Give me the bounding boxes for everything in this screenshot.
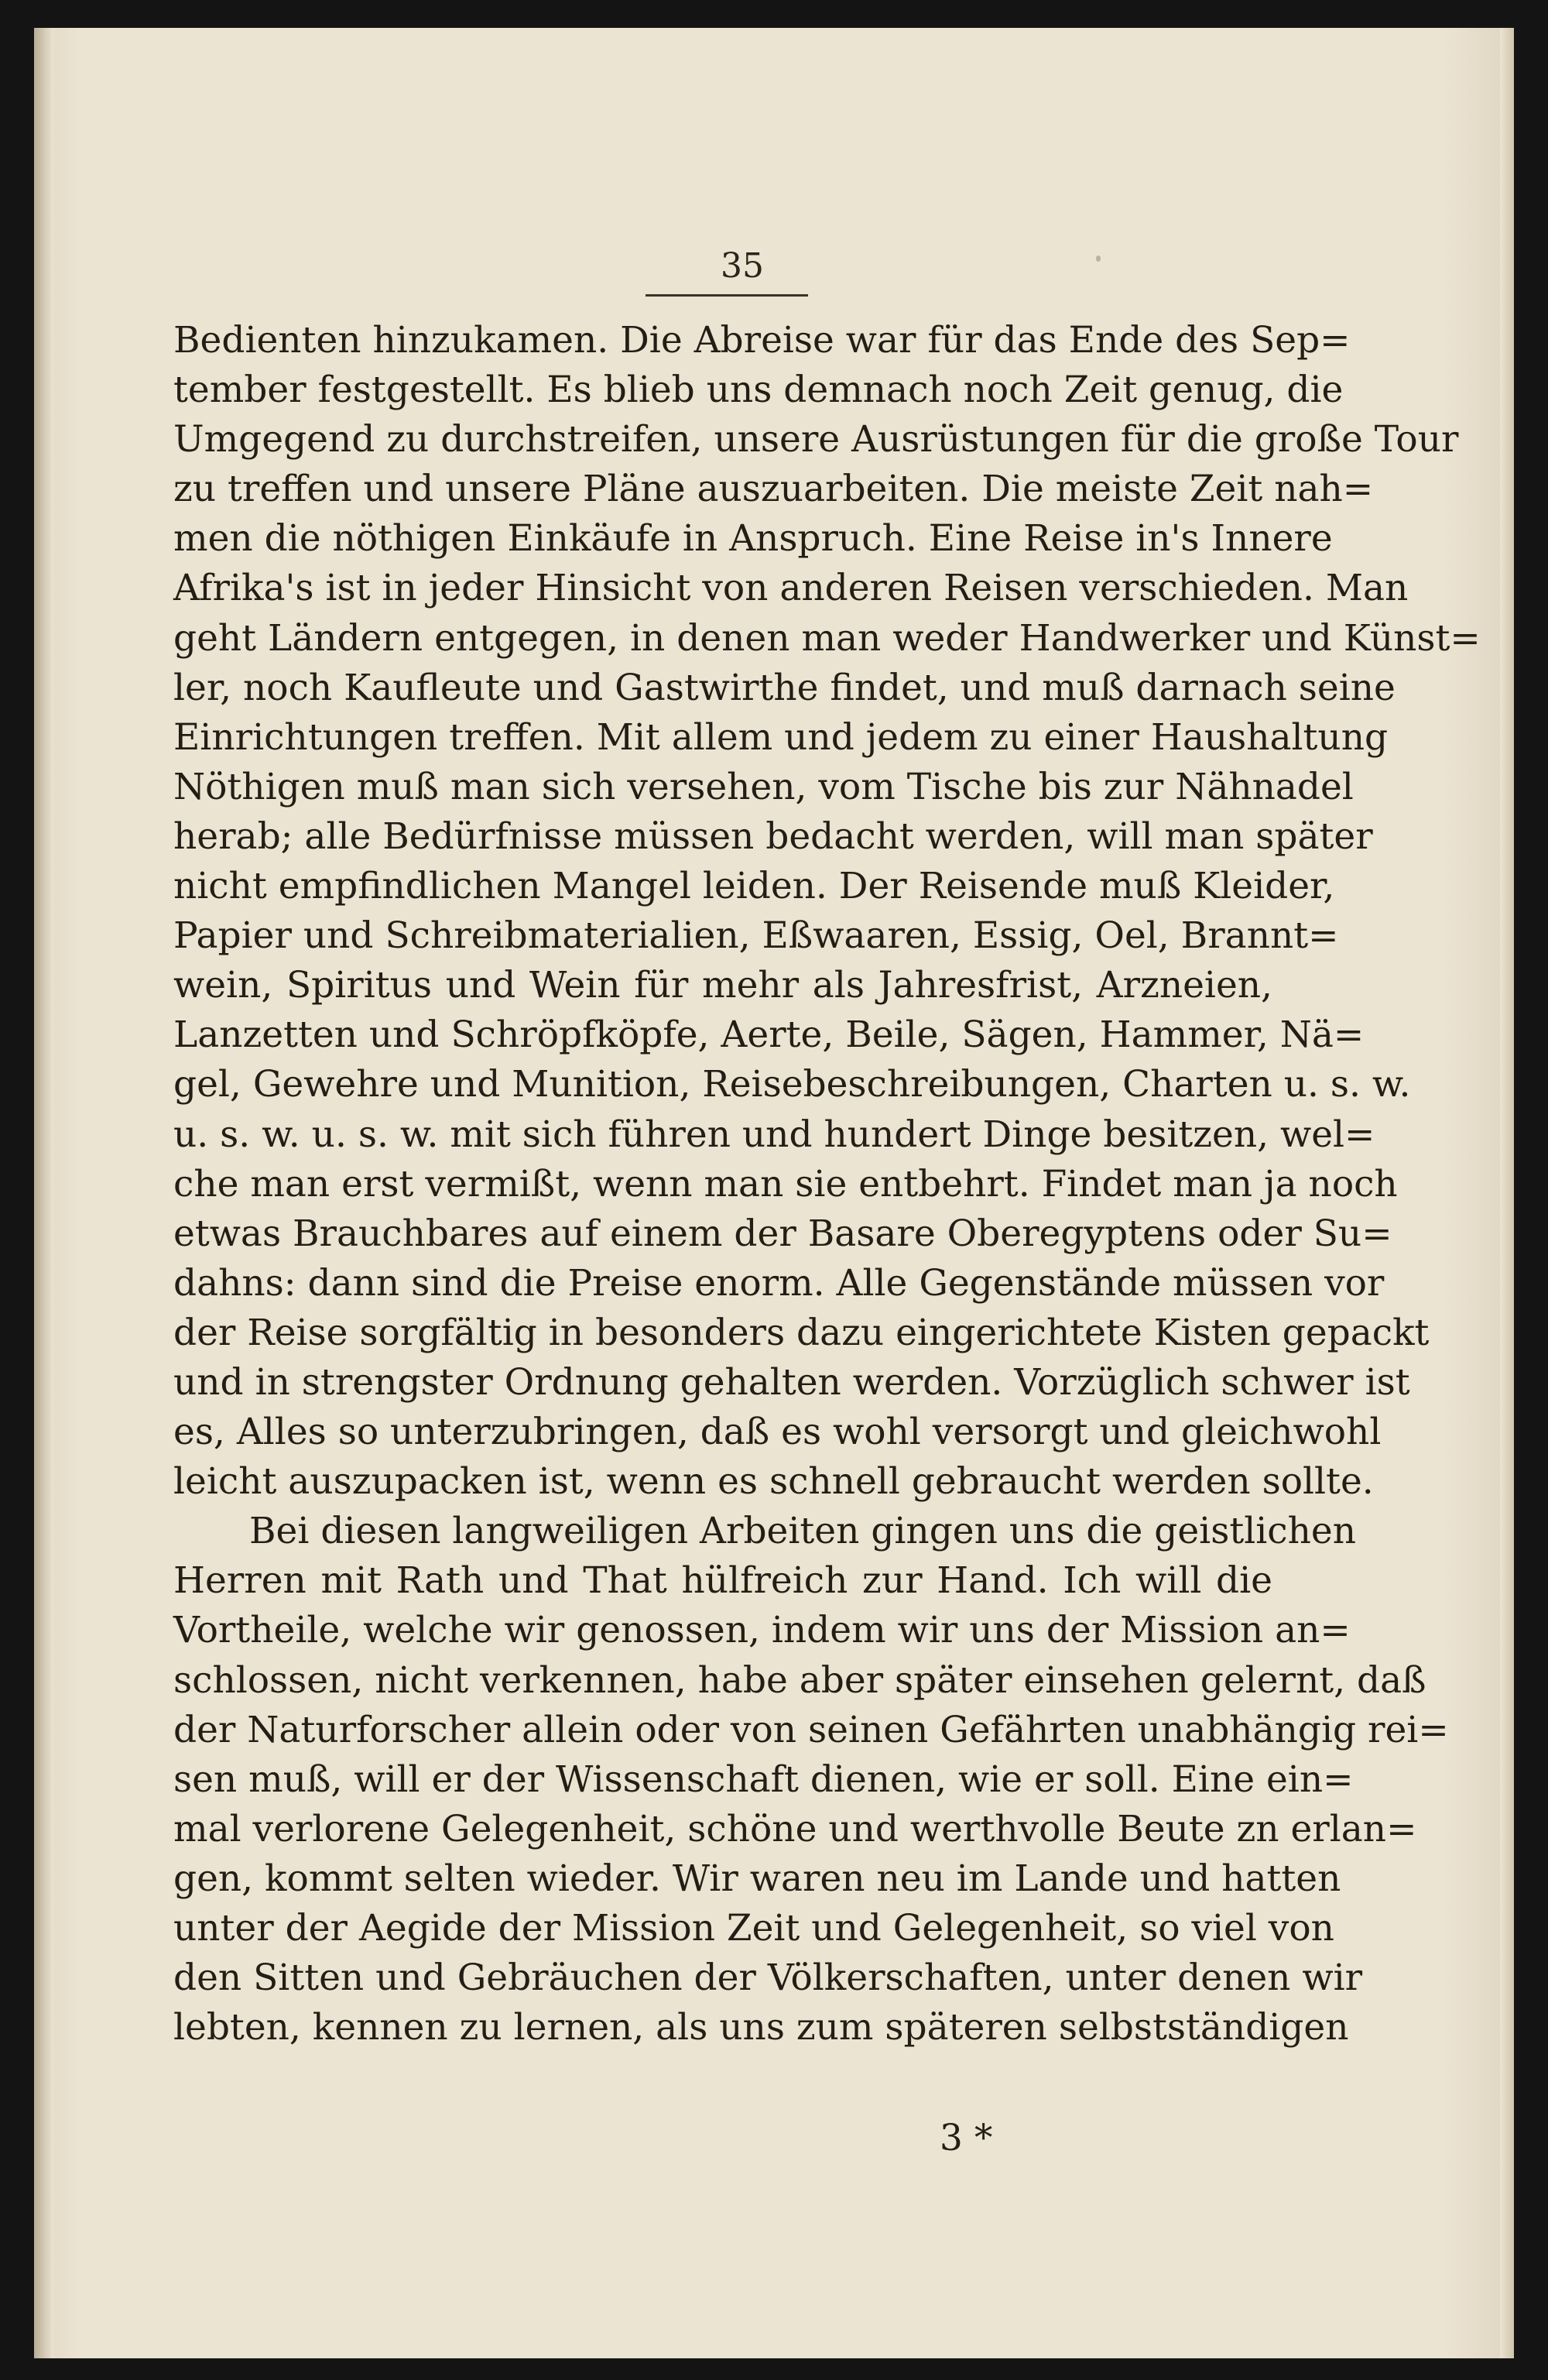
page-sheet	[34, 28, 1514, 2358]
text-line: lebten, kennen zu lernen, als uns zum späteren selbstständigen	[173, 2006, 1349, 2049]
text-line: Umgegend zu durchstreifen, unsere Ausrüstungen für die große Tour	[173, 418, 1459, 461]
text-line: etwas Brauchbares auf einem der Basare Oberegyptens oder Su=	[173, 1212, 1392, 1255]
text-line: men die nöthigen Einkäufe in Anspruch. Eine Reise in's Innere	[173, 517, 1333, 561]
text-line: Afrika's ist in jeder Hinsicht von anderen Reisen verschieden. Man	[173, 567, 1409, 610]
page-number: 35	[721, 246, 764, 286]
text-line: zu treffen und unsere Pläne auszuarbeiten. Die meiste Zeit nah=	[173, 468, 1374, 511]
text-line: wein, Spiritus und Wein für mehr als Jahresfrist, Arzneien,	[173, 964, 1272, 1007]
signature-mark: 3 *	[940, 2117, 993, 2159]
text-line: gen, kommt selten wieder. Wir waren neu im Lande und hatten	[173, 1857, 1341, 1900]
ink-speck	[1096, 255, 1101, 262]
page-edge	[1500, 28, 1514, 2358]
text-line: ler, noch Kaufleute und Gastwirthe findet, und muß darnach seine	[173, 666, 1396, 709]
text-line: geht Ländern entgegen, in denen man weder Handwerker und Künst=	[173, 616, 1481, 660]
text-line: herab; alle Bedürfnisse müssen bedacht werden, will man später	[173, 814, 1373, 858]
text-line: mal verlorene Gelegenheit, schöne und werthvolle Beute zn erlan=	[173, 1807, 1417, 1850]
text-line: u. s. w. u. s. w. mit sich führen und hundert Dinge besitzen, wel=	[173, 1113, 1375, 1156]
text-line: der Naturforscher allein oder von seinen Gefährten unabhängig rei=	[173, 1708, 1449, 1751]
text-line: nicht empfindlichen Mangel leiden. Der Reisende muß Kleider,	[173, 865, 1335, 908]
header-rule	[646, 294, 808, 297]
text-line: Papier und Schreibmaterialien, Eßwaaren, Essig, Oel, Brannt=	[173, 914, 1339, 958]
text-line: schlossen, nicht verkennen, habe aber später einsehen gelernt, daß	[173, 1658, 1426, 1702]
paragraph-start-line: Bei diesen langweiligen Arbeiten gingen uns die geistlichen	[249, 1510, 1356, 1553]
text-line: Nöthigen muß man sich versehen, vom Tische bis zur Nähnadel	[173, 765, 1354, 808]
text-line: leicht auszupacken ist, wenn es schnell gebraucht werden sollte.	[173, 1460, 1374, 1504]
text-line: Einrichtungen treffen. Mit allem und jedem zu einer Haushaltung	[173, 715, 1389, 759]
text-line: Herren mit Rath und That hülfreich zur Hand. Ich will die	[173, 1559, 1272, 1603]
text-line: und in strengster Ordnung gehalten werden. Vorzüglich schwer ist	[173, 1360, 1410, 1404]
book-gutter	[34, 28, 54, 2358]
text-line: sen muß, will er der Wissenschaft dienen, wie er soll. Eine ein=	[173, 1758, 1354, 1801]
text-line: che man erst vermißt, wenn man sie entbehrt. Findet man ja noch	[173, 1162, 1398, 1205]
text-line: den Sitten und Gebräuchen der Völkerschaften, unter denen wir	[173, 1956, 1363, 2000]
text-line: Bedienten hinzukamen. Die Abreise war für das Ende des Sep=	[173, 319, 1351, 362]
text-line: Lanzetten und Schröpfköpfe, Aerte, Beile, Sägen, Hammer, Nä=	[173, 1013, 1365, 1057]
text-line: Vortheile, welche wir genossen, indem wir uns der Mission an=	[173, 1609, 1351, 1652]
text-line: der Reise sorgfältig in besonders dazu eingerichtete Kisten gepackt	[173, 1311, 1430, 1354]
text-line: gel, Gewehre und Munition, Reisebeschreibungen, Charten u. s. w.	[173, 1063, 1411, 1106]
body-text	[173, 316, 1481, 2052]
text-line: es, Alles so unterzubringen, daß es wohl versorgt und gleichwohl	[173, 1411, 1382, 1454]
text-line: dahns: dann sind die Preise enorm. Alle Gegenstände müssen vor	[173, 1261, 1385, 1305]
text-line: tember festgestellt. Es blieb uns demnach noch Zeit genug, die	[173, 369, 1344, 412]
text-line: unter der Aegide der Mission Zeit und Gelegenheit, so viel von	[173, 1907, 1334, 1950]
